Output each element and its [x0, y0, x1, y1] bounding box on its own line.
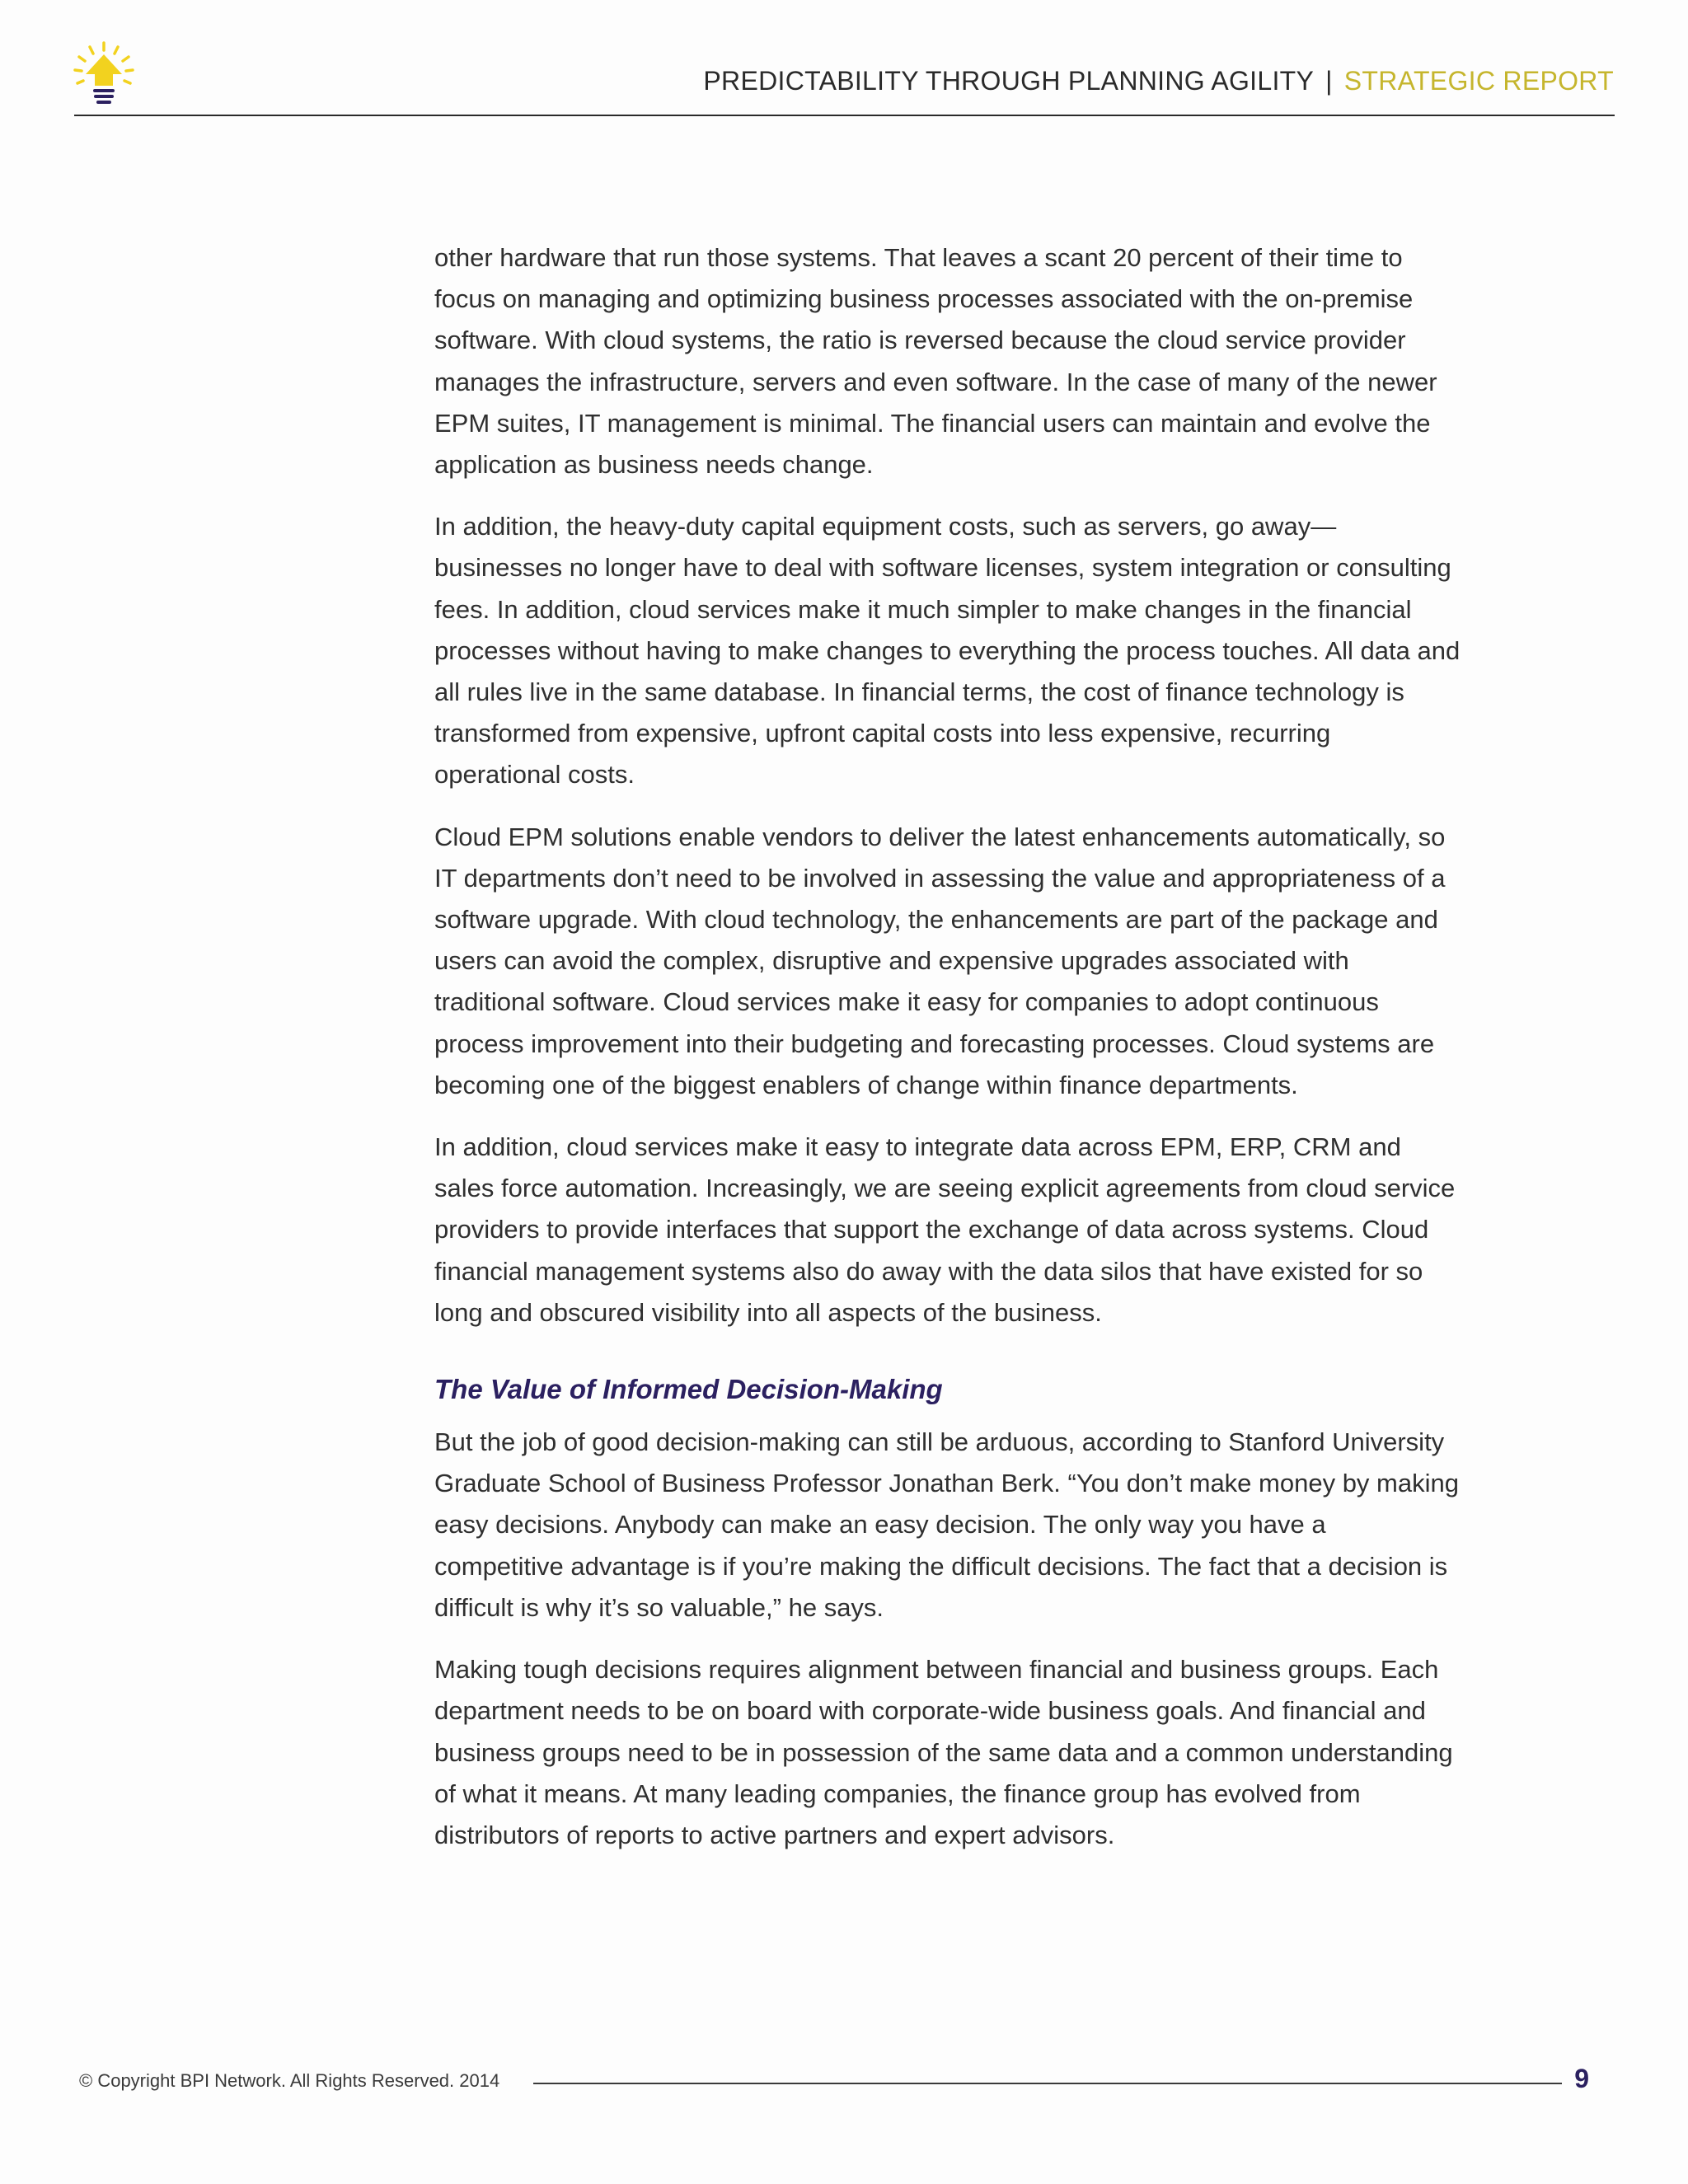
page-footer: [0, 2060, 1688, 2110]
section-heading: The Value of Informed Decision-Making: [434, 1374, 943, 1405]
body-paragraph: Making tough decisions requires alignment between financial and business groups. Each department needs to be on board with corporate-wide business goals. And financial and business groups need to be in possession of the same data and a common understanding of what it means. At many leading companies, the finance group has evolved from distributors of reports to active partners and expert advisors.: [434, 1655, 1453, 1849]
page-header: [0, 0, 1688, 120]
body-paragraph: other hardware that run those systems. That leaves a scant 20 percent of their time to focus on managing and optimizing business processes associated with the on-premise software. With cloud systems, the ratio is reversed because the cloud service provider manages the infrastructure, servers and even software. In the case of many of the newer EPM suites, IT management is minimal. The financial users can maintain and evolve the application as business needs change.: [434, 243, 1437, 480]
body-paragraph: In addition, cloud services make it easy to integrate data across EPM, ERP, CRM and sales force automation. Increasingly, we are seeing explicit agreements from cloud service providers to provide interfaces that support the exchange of data across systems. Cloud financial management systems also do away with the data silos that have existed for so long and obscured visibility into all aspects of the business.: [434, 1132, 1456, 1327]
page-number: 9: [1574, 2064, 1589, 2093]
article-body: [434, 237, 1461, 1877]
title-separator: |: [1325, 66, 1333, 96]
body-paragraph: Cloud EPM solutions enable vendors to deliver the latest enhancements automatically, so IT departments don’t need to be involved in assessing the value and appropriateness of a software upgrade. With cloud technology, the enhancements are part of the package and users can avoid the complex, disruptive and expensive upgrades associated with traditional software. Cloud services make it easy for companies to adopt continuous process improvement into their budgeting and forecasting processes. Cloud systems are becoming one of the biggest enablers of change within finance departments.: [434, 822, 1446, 1099]
lightbulb-icon: [68, 40, 140, 112]
report-title: [703, 66, 1614, 96]
footer-divider: [533, 2083, 1562, 2084]
copyright-notice: © Copyright BPI Network. All Rights Reserved. 2014: [79, 2070, 500, 2091]
report-type-label: STRATEGIC REPORT: [1343, 66, 1614, 96]
body-paragraph: In addition, the heavy-duty capital equipment costs, such as servers, go away—businesses no longer have to deal with software licenses, system integration or consulting fees. In addition, cloud services make it much simpler to make changes in the financial processes without having to make changes to everything the process touches. All data and all rules live in the same database. In financial terms, the cost of finance technology is transformed from expensive, upfront capital costs into less expensive, recurring operational costs.: [434, 512, 1461, 790]
header-divider: [74, 115, 1615, 116]
body-paragraph: But the job of good decision-making can still be arduous, according to Stanford University Graduate School of Business Professor Jonathan Berk. “You don’t make money by making easy decisions. Anybody can make an easy decision. The only way you have a competitive advantage is if you’re making the difficult decisions. The fact that a decision is difficult is why it’s so valuable,” he says.: [434, 1427, 1459, 1622]
report-title-main: PREDICTABILITY THROUGH PLANNING AGILITY: [703, 66, 1315, 96]
